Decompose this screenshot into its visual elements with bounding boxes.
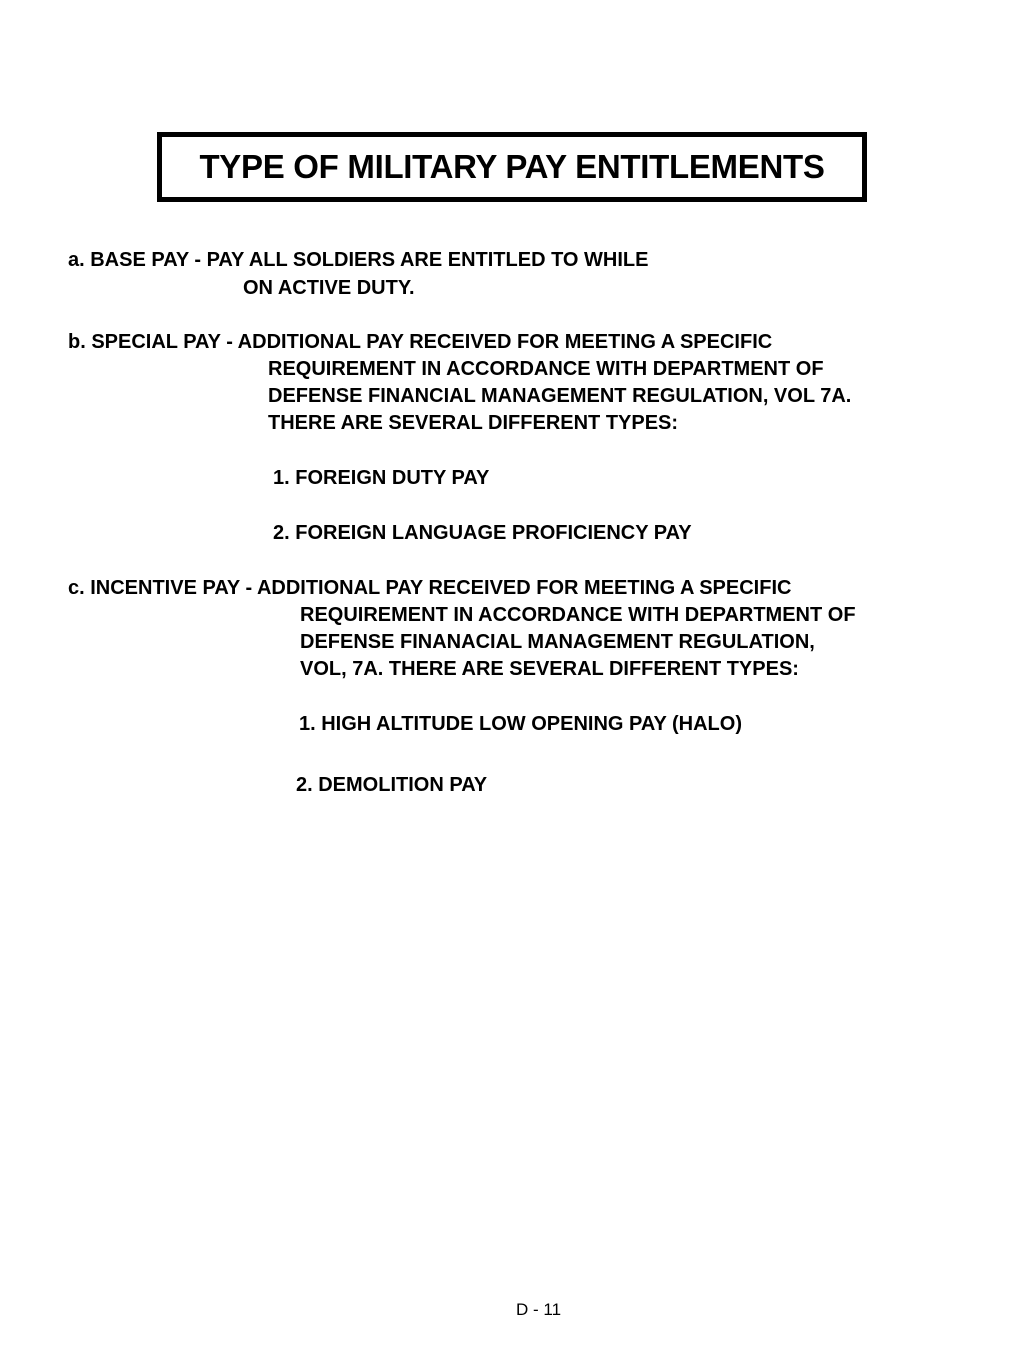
section-c-item-2: 2. DEMOLITION PAY xyxy=(296,774,488,796)
section-b-line-3: DEFENSE FINANCIAL MANAGEMENT REGULATION, VOL 7A. xyxy=(268,385,852,407)
section-b-line-1: b. SPECIAL PAY - ADDITIONAL PAY RECEIVED FOR MEETING A SPECIFIC xyxy=(68,331,773,353)
page-title: TYPE OF MILITARY PAY ENTITLEMENTS xyxy=(199,148,825,185)
section-a-line-2: ON ACTIVE DUTY. xyxy=(243,277,415,299)
section-c-line-4: VOL, 7A. THERE ARE SEVERAL DIFFERENT TYPES: xyxy=(300,658,799,680)
section-b-line-4: THERE ARE SEVERAL DIFFERENT TYPES: xyxy=(268,412,679,434)
page-number: D - 11 xyxy=(516,1300,562,1319)
title-box xyxy=(157,132,867,202)
section-c-line-1: c. INCENTIVE PAY - ADDITIONAL PAY RECEIVED FOR MEETING A SPECIFIC xyxy=(68,577,792,599)
section-c-line-2: REQUIREMENT IN ACCORDANCE WITH DEPARTMENT OF xyxy=(300,604,856,626)
section-c-line-3: DEFENSE FINANACIAL MANAGEMENT REGULATION, xyxy=(300,631,815,653)
section-a-line-1: a. BASE PAY - PAY ALL SOLDIERS ARE ENTITLED TO WHILE xyxy=(68,249,649,271)
section-b-line-2: REQUIREMENT IN ACCORDANCE WITH DEPARTMENT OF xyxy=(268,358,824,380)
section-b-item-1: 1. FOREIGN DUTY PAY xyxy=(273,467,490,489)
section-b-item-2: 2. FOREIGN LANGUAGE PROFICIENCY PAY xyxy=(273,522,692,544)
section-c-item-1: 1. HIGH ALTITUDE LOW OPENING PAY (HALO) xyxy=(299,713,742,735)
